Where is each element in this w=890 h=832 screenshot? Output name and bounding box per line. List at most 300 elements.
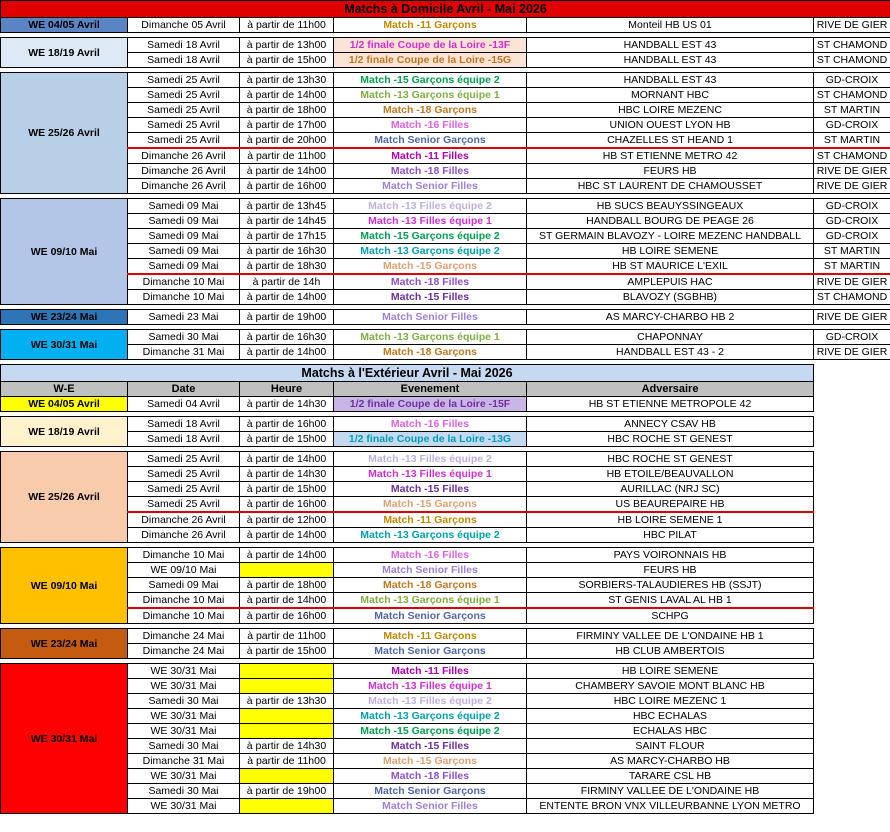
time-cell (240, 664, 334, 679)
time-cell: à partir de 11h00 (240, 18, 334, 33)
date-cell: WE 30/31 Mai (128, 769, 240, 784)
table-row (1, 88, 890, 103)
event-cell: Match -15 Garçons équipe 2 (334, 73, 527, 88)
event-cell: Match -15 Filles (334, 482, 527, 497)
event-cell: Match Senior Garçons (334, 608, 527, 624)
date-cell: Samedi 09 Mai (128, 214, 240, 229)
table-row (1, 432, 890, 447)
event-cell: 1/2 finale Coupe de la Loire -13G (334, 432, 527, 447)
table-row (1, 512, 890, 528)
table-row (1, 73, 890, 88)
time-cell: à partir de 13h30 (240, 694, 334, 709)
table-row (1, 644, 890, 659)
opponent-cell: PAYS VOIRONNAIS HB (527, 548, 814, 563)
date-cell: Samedi 09 Mai (128, 199, 240, 214)
event-cell: Match Senior Garçons (334, 644, 527, 659)
event-cell: Match -11 Garçons (334, 18, 527, 33)
opponent-cell: FIRMINY VALLEE DE L'ONDAINE HB 1 (527, 629, 814, 644)
date-cell: WE 30/31 Mai (128, 724, 240, 739)
date-cell: Dimanche 26 Avril (128, 148, 240, 164)
blank-cell (814, 512, 890, 528)
date-cell: Dimanche 26 Avril (128, 512, 240, 528)
time-cell: à partir de 14h (240, 274, 334, 290)
opponent-cell: ST GENIS LAVAL AL HB 1 (527, 593, 814, 609)
time-cell: à partir de 14h00 (240, 290, 334, 305)
venue-cell: GD-CROIX (814, 73, 890, 88)
venue-cell: GD-CROIX (814, 330, 890, 345)
date-cell: Dimanche 24 Mai (128, 644, 240, 659)
opponent-cell: ST GERMAIN BLAVOZY - LOIRE MEZENC HANDBALL (527, 229, 814, 244)
date-cell: Dimanche 10 Mai (128, 593, 240, 609)
venue-cell: RIVE DE GIER (814, 164, 890, 179)
table-row (1, 563, 890, 578)
blank-cell (814, 709, 890, 724)
event-cell: Match -13 Filles équipe 2 (334, 452, 527, 467)
blank-cell (814, 548, 890, 563)
home-title-row (1, 1, 890, 18)
opponent-cell: SCHPG (527, 608, 814, 624)
date-cell: WE 30/31 Mai (128, 664, 240, 679)
blank-cell (814, 432, 890, 447)
opponent-cell: AS MARCY-CHARBO HB 2 (527, 310, 814, 325)
away-header-row (1, 382, 890, 397)
opponent-cell: HBC ROCHE ST GENEST (527, 452, 814, 467)
opponent-cell: HBC ST LAURENT DE CHAMOUSSET (527, 179, 814, 194)
opponent-cell: CHAMBERY SAVOIE MONT BLANC HB (527, 679, 814, 694)
event-cell: Match -13 Garçons équipe 2 (334, 709, 527, 724)
table-row (1, 799, 890, 814)
date-cell: Samedi 18 Avril (128, 417, 240, 432)
blank-cell (814, 365, 890, 382)
venue-cell: ST CHAMOND (814, 148, 890, 164)
date-cell: Dimanche 26 Avril (128, 179, 240, 194)
time-cell: à partir de 14h30 (240, 739, 334, 754)
time-cell: à partir de 14h00 (240, 593, 334, 609)
blank-cell (814, 629, 890, 644)
time-cell: à partir de 14h00 (240, 528, 334, 543)
opponent-cell: UNION OUEST LYON HB (527, 118, 814, 133)
event-cell: Match -15 Garçons (334, 259, 527, 275)
event-cell: Match Senior Filles (334, 179, 527, 194)
opponent-cell: US BEAUREPAIRE HB (527, 497, 814, 513)
table-row (1, 629, 890, 644)
opponent-cell: HBC LOIRE MEZENC (527, 103, 814, 118)
venue-cell: RIVE DE GIER (814, 274, 890, 290)
event-cell: Match -11 Garçons (334, 629, 527, 644)
time-cell: à partir de 18h00 (240, 578, 334, 593)
time-cell: à partir de 16h00 (240, 179, 334, 194)
blank-cell (814, 754, 890, 769)
blank-cell (814, 799, 890, 814)
weekend-cell: WE 23/24 Mai (1, 629, 128, 659)
table-row (1, 397, 890, 412)
table-row (1, 548, 890, 563)
blank-cell (814, 563, 890, 578)
table-row (1, 739, 890, 754)
opponent-cell: SORBIERS-TALAUDIERES HB (SSJT) (527, 578, 814, 593)
opponent-cell: MORNANT HBC (527, 88, 814, 103)
opponent-cell: ENTENTE BRON VNX VILLEURBANNE LYON METRO (527, 799, 814, 814)
opponent-cell: HBC PILAT (527, 528, 814, 543)
time-cell: à partir de 19h00 (240, 784, 334, 799)
venue-cell: RIVE DE GIER (814, 310, 890, 325)
event-cell: Match -18 Filles (334, 274, 527, 290)
time-cell: à partir de 14h45 (240, 214, 334, 229)
weekend-cell: WE 18/19 Avril (1, 417, 128, 447)
time-cell (240, 563, 334, 578)
date-cell: Samedi 09 Mai (128, 259, 240, 275)
venue-cell: ST CHAMOND (814, 290, 890, 305)
venue-cell: GD-CROIX (814, 118, 890, 133)
date-cell: Dimanche 10 Mai (128, 548, 240, 563)
venue-cell: ST MARTIN (814, 259, 890, 275)
event-cell: Match Senior Filles (334, 310, 527, 325)
date-cell: Samedi 09 Mai (128, 229, 240, 244)
date-cell: Samedi 18 Avril (128, 432, 240, 447)
event-cell: Match -18 Garçons (334, 578, 527, 593)
table-row (1, 179, 890, 194)
date-cell: Samedi 25 Avril (128, 467, 240, 482)
table-row (1, 345, 890, 360)
blank-cell (814, 664, 890, 679)
opponent-cell: HBC ROCHE ST GENEST (527, 432, 814, 447)
opponent-cell: FEURS HB (527, 563, 814, 578)
opponent-cell: HBC ECHALAS (527, 709, 814, 724)
blank-cell (814, 679, 890, 694)
venue-cell: ST MARTIN (814, 244, 890, 259)
weekend-cell: WE 25/26 Avril (1, 73, 128, 194)
date-cell: Dimanche 26 Avril (128, 528, 240, 543)
event-cell: Match -11 Filles (334, 664, 527, 679)
opponent-cell: HB LOIRE SEMENE (527, 244, 814, 259)
time-cell: à partir de 17h00 (240, 118, 334, 133)
opponent-cell: FEURS HB (527, 164, 814, 179)
date-cell: Samedi 25 Avril (128, 118, 240, 133)
blank-cell (814, 694, 890, 709)
date-cell: Dimanche 10 Mai (128, 274, 240, 290)
table-row (1, 53, 890, 68)
venue-cell: ST CHAMOND (814, 53, 890, 68)
event-cell: Match -16 Filles (334, 417, 527, 432)
date-cell: Samedi 04 Avril (128, 397, 240, 412)
event-cell: Match -15 Garçons (334, 497, 527, 513)
event-cell: Match -13 Filles équipe 1 (334, 679, 527, 694)
date-cell: Samedi 23 Mai (128, 310, 240, 325)
event-cell: Match -15 Filles (334, 290, 527, 305)
blank-cell (814, 644, 890, 659)
column-header: Heure (240, 382, 334, 397)
event-cell: Match -16 Filles (334, 118, 527, 133)
date-cell: Dimanche 24 Mai (128, 629, 240, 644)
time-cell: à partir de 15h00 (240, 644, 334, 659)
time-cell: à partir de 16h30 (240, 330, 334, 345)
date-cell: Samedi 30 Mai (128, 784, 240, 799)
opponent-cell: ANNECY CSAV HB (527, 417, 814, 432)
table-row (1, 103, 890, 118)
event-cell: Match -13 Garçons équipe 2 (334, 244, 527, 259)
table-row (1, 482, 890, 497)
time-cell: à partir de 16h00 (240, 417, 334, 432)
blank-cell (814, 382, 890, 397)
time-cell: à partir de 12h00 (240, 512, 334, 528)
opponent-cell: HB CLUB AMBERTOIS (527, 644, 814, 659)
weekend-cell: WE 18/19 Avril (1, 38, 128, 68)
date-cell: Samedi 18 Avril (128, 38, 240, 53)
away-title-row (1, 365, 890, 382)
table-row (1, 578, 890, 593)
weekend-cell: WE 09/10 Mai (1, 199, 128, 305)
date-cell: Samedi 25 Avril (128, 133, 240, 149)
away-title: Matchs à l'Extérieur Avril - Mai 2026 (1, 365, 814, 382)
time-cell: à partir de 15h00 (240, 432, 334, 447)
venue-cell: GD-CROIX (814, 229, 890, 244)
blank-cell (814, 739, 890, 754)
time-cell: à partir de 15h00 (240, 482, 334, 497)
event-cell: 1/2 finale Coupe de la Loire -13F (334, 38, 527, 53)
time-cell (240, 679, 334, 694)
time-cell: à partir de 14h30 (240, 467, 334, 482)
table-row (1, 199, 890, 214)
opponent-cell: HB LOIRE SEMENE 1 (527, 512, 814, 528)
opponent-cell: Monteil HB US 01 (527, 18, 814, 33)
event-cell: Match -13 Filles équipe 2 (334, 694, 527, 709)
table-row (1, 244, 890, 259)
event-cell: Match -18 Garçons (334, 345, 527, 360)
date-cell: Dimanche 26 Avril (128, 164, 240, 179)
event-cell: 1/2 finale Coupe de la Loire -15G (334, 53, 527, 68)
event-cell: Match -13 Filles équipe 1 (334, 467, 527, 482)
table-row (1, 754, 890, 769)
table-row (1, 452, 890, 467)
event-cell: Match Senior Filles (334, 563, 527, 578)
event-cell: Match -15 Garçons équipe 2 (334, 724, 527, 739)
opponent-cell: AMPLEPUIS HAC (527, 274, 814, 290)
date-cell: Dimanche 10 Mai (128, 290, 240, 305)
time-cell: à partir de 13h45 (240, 199, 334, 214)
blank-cell (814, 397, 890, 412)
time-cell (240, 769, 334, 784)
event-cell: Match -16 Filles (334, 548, 527, 563)
table-row (1, 769, 890, 784)
weekend-cell: WE 25/26 Avril (1, 452, 128, 543)
table-row (1, 330, 890, 345)
table-row (1, 497, 890, 513)
table-row (1, 709, 890, 724)
opponent-cell: ECHALAS HBC (527, 724, 814, 739)
opponent-cell: HANDBALL EST 43 - 2 (527, 345, 814, 360)
time-cell: à partir de 16h00 (240, 608, 334, 624)
table-row (1, 148, 890, 164)
event-cell: Match -13 Filles équipe 1 (334, 214, 527, 229)
date-cell: WE 09/10 Mai (128, 563, 240, 578)
event-cell: 1/2 finale Coupe de la Loire -15F (334, 397, 527, 412)
date-cell: Samedi 09 Mai (128, 244, 240, 259)
blank-cell (814, 769, 890, 784)
time-cell (240, 724, 334, 739)
weekend-cell: WE 04/05 Avril (1, 18, 128, 33)
table-row (1, 608, 890, 624)
blank-cell (814, 724, 890, 739)
opponent-cell: HANDBALL EST 43 (527, 73, 814, 88)
date-cell: Dimanche 31 Mai (128, 345, 240, 360)
date-cell: Dimanche 31 Mai (128, 754, 240, 769)
time-cell: à partir de 14h00 (240, 345, 334, 360)
opponent-cell: HB SUCS BEAUYSSINGEAUX (527, 199, 814, 214)
time-cell (240, 709, 334, 724)
blank-cell (814, 417, 890, 432)
table-row (1, 467, 890, 482)
date-cell: Samedi 18 Avril (128, 53, 240, 68)
table-row (1, 214, 890, 229)
table-row (1, 784, 890, 799)
table-row (1, 18, 890, 33)
weekend-cell: WE 09/10 Mai (1, 548, 128, 624)
date-cell: WE 30/31 Mai (128, 679, 240, 694)
event-cell: Match Senior Filles (334, 799, 527, 814)
blank-cell (814, 482, 890, 497)
opponent-cell: HB ST ETIENNE METROPOLE 42 (527, 397, 814, 412)
event-cell: Match -15 Garçons (334, 754, 527, 769)
date-cell: Samedi 30 Mai (128, 694, 240, 709)
table-row (1, 259, 890, 275)
venue-cell: ST CHAMOND (814, 38, 890, 53)
time-cell: à partir de 14h00 (240, 548, 334, 563)
date-cell: Samedi 30 Mai (128, 330, 240, 345)
venue-cell: GD-CROIX (814, 199, 890, 214)
table-row (1, 310, 890, 325)
venue-cell: ST MARTIN (814, 133, 890, 149)
event-cell: Match -11 Filles (334, 148, 527, 164)
table-row (1, 679, 890, 694)
blank-cell (814, 608, 890, 624)
table-row (1, 133, 890, 149)
time-cell: à partir de 14h00 (240, 88, 334, 103)
date-cell: WE 30/31 Mai (128, 799, 240, 814)
table-row (1, 118, 890, 133)
time-cell: à partir de 15h00 (240, 53, 334, 68)
table-row (1, 528, 890, 543)
date-cell: Samedi 25 Avril (128, 88, 240, 103)
date-cell: Samedi 09 Mai (128, 578, 240, 593)
column-header: Evenement (334, 382, 527, 397)
opponent-cell: HBC LOIRE MEZENC 1 (527, 694, 814, 709)
weekend-cell: WE 30/31 Mai (1, 330, 128, 360)
blank-cell (814, 467, 890, 482)
date-cell: Samedi 30 Mai (128, 739, 240, 754)
time-cell: à partir de 14h00 (240, 452, 334, 467)
table-row (1, 229, 890, 244)
opponent-cell: SAINT FLOUR (527, 739, 814, 754)
event-cell: Match -13 Filles équipe 2 (334, 199, 527, 214)
event-cell: Match -13 Garçons équipe 1 (334, 593, 527, 609)
time-cell: à partir de 20h00 (240, 133, 334, 149)
opponent-cell: AURILLAC (NRJ SC) (527, 482, 814, 497)
time-cell: à partir de 13h00 (240, 38, 334, 53)
opponent-cell: AS MARCY-CHARBO HB (527, 754, 814, 769)
time-cell: à partir de 13h30 (240, 73, 334, 88)
venue-cell: RIVE DE GIER (814, 18, 890, 33)
opponent-cell: HB LOIRE SEMENE (527, 664, 814, 679)
table-row (1, 38, 890, 53)
time-cell: à partir de 11h00 (240, 148, 334, 164)
date-cell: Samedi 25 Avril (128, 452, 240, 467)
venue-cell: RIVE DE GIER (814, 345, 890, 360)
time-cell: à partir de 14h00 (240, 164, 334, 179)
weekend-cell: WE 04/05 Avril (1, 397, 128, 412)
table-row (1, 164, 890, 179)
column-header: Date (128, 382, 240, 397)
blank-cell (814, 497, 890, 513)
table-row (1, 664, 890, 679)
date-cell: Samedi 25 Avril (128, 497, 240, 513)
table-row (1, 724, 890, 739)
date-cell: WE 30/31 Mai (128, 709, 240, 724)
time-cell: à partir de 18h30 (240, 259, 334, 275)
venue-cell: RIVE DE GIER (814, 179, 890, 194)
opponent-cell: CHAZELLES ST HEAND 1 (527, 133, 814, 149)
home-title: Matchs à Domicile Avril - Mai 2026 (1, 1, 890, 18)
time-cell: à partir de 11h00 (240, 629, 334, 644)
date-cell: Dimanche 10 Mai (128, 608, 240, 624)
weekend-cell: WE 23/24 Mai (1, 310, 128, 325)
date-cell: Samedi 25 Avril (128, 73, 240, 88)
column-header: W-E (1, 382, 128, 397)
event-cell: Match -18 Filles (334, 769, 527, 784)
event-cell: Match -18 Garçons (334, 103, 527, 118)
event-cell: Match -13 Garçons équipe 2 (334, 528, 527, 543)
date-cell: Dimanche 05 Avril (128, 18, 240, 33)
event-cell: Match -15 Garçons équipe 2 (334, 229, 527, 244)
opponent-cell: HB ST MAURICE L'EXIL (527, 259, 814, 275)
event-cell: Match -18 Filles (334, 164, 527, 179)
opponent-cell: HB ETOILE/BEAUVALLON (527, 467, 814, 482)
time-cell: à partir de 16h30 (240, 244, 334, 259)
time-cell (240, 799, 334, 814)
event-cell: Match Senior Garçons (334, 784, 527, 799)
date-cell: Samedi 25 Avril (128, 103, 240, 118)
opponent-cell: BLAVOZY (SGBHB) (527, 290, 814, 305)
table-row (1, 593, 890, 609)
opponent-cell: TARARE CSL HB (527, 769, 814, 784)
time-cell: à partir de 19h00 (240, 310, 334, 325)
time-cell: à partir de 11h00 (240, 754, 334, 769)
opponent-cell: HB ST ETIENNE METRO 42 (527, 148, 814, 164)
table-row (1, 417, 890, 432)
time-cell: à partir de 14h30 (240, 397, 334, 412)
venue-cell: GD-CROIX (814, 214, 890, 229)
event-cell: Match -13 Garçons équipe 1 (334, 330, 527, 345)
opponent-cell: HANDBALL EST 43 (527, 53, 814, 68)
venue-cell: ST CHAMOND (814, 88, 890, 103)
event-cell: Match Senior Garçons (334, 133, 527, 149)
blank-cell (814, 578, 890, 593)
blank-cell (814, 452, 890, 467)
time-cell: à partir de 18h00 (240, 103, 334, 118)
venue-cell: ST MARTIN (814, 103, 890, 118)
table-row (1, 694, 890, 709)
table-row (1, 274, 890, 290)
opponent-cell: FIRMINY VALLEE DE L'ONDAINE HB (527, 784, 814, 799)
time-cell: à partir de 16h00 (240, 497, 334, 513)
column-header: Adversaire (527, 382, 814, 397)
opponent-cell: CHAPONNAY (527, 330, 814, 345)
event-cell: Match -13 Garçons équipe 1 (334, 88, 527, 103)
opponent-cell: HANDBALL EST 43 (527, 38, 814, 53)
event-cell: Match -15 Filles (334, 739, 527, 754)
event-cell: Match -11 Garçons (334, 512, 527, 528)
opponent-cell: HANDBALL BOURG DE PEAGE 26 (527, 214, 814, 229)
time-cell: à partir de 17h15 (240, 229, 334, 244)
